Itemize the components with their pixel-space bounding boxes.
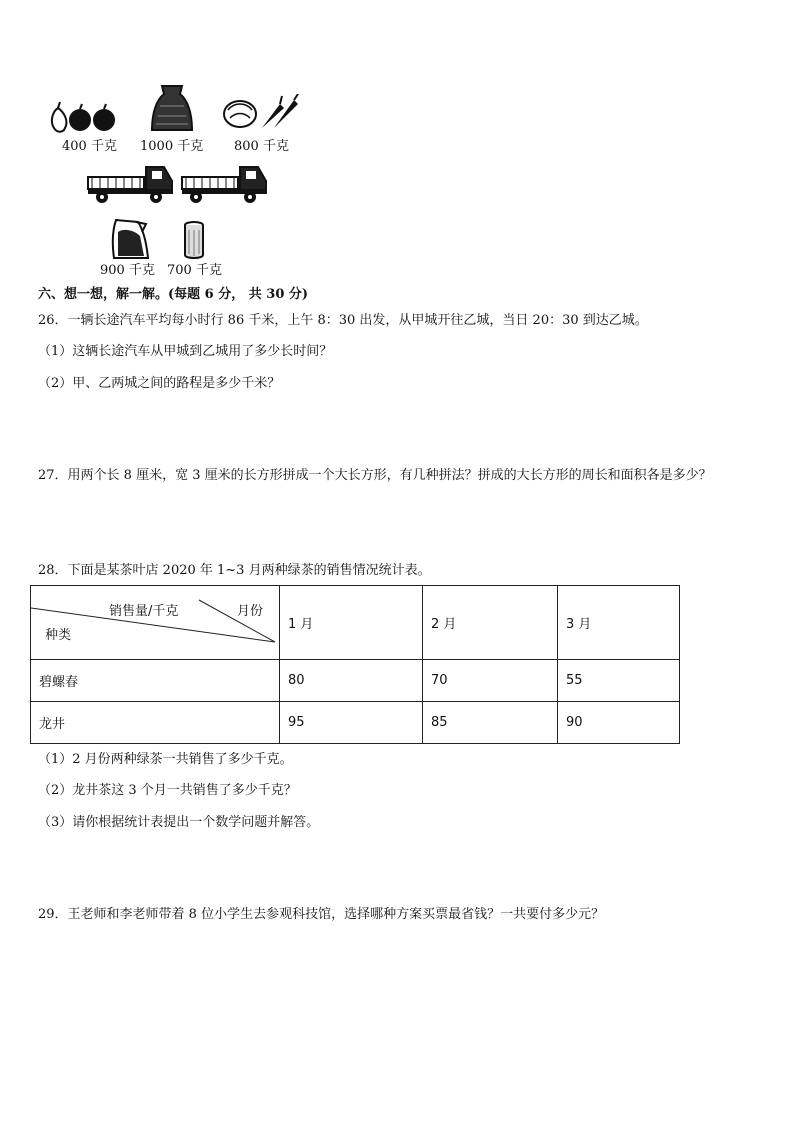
fruit-weight-label: 400 千克 (62, 139, 117, 154)
table-diagonal-header-cell (31, 586, 280, 660)
question-26-part-2: （2）甲、乙两城之间的路程是多少千米？ (38, 376, 281, 391)
question-26-stem: 26．一辆长途汽车平均每小时行 86 千米，上午 8：30 出发，从甲城开往乙城，当日 20：30 到达乙城。 (38, 313, 648, 328)
question-28-part-1: （1）2 月份两种绿茶一共销售了多少千克。 (38, 752, 293, 767)
header-month-3: 3 月 (558, 586, 680, 660)
question-27-stem: 27．用两个长 8 厘米，宽 3 厘米的长方形拼成一个大长方形，有几种拼法？拼成的大长方形的周长和面积各是多少？ (38, 468, 712, 483)
cell-longjing-2: 85 (423, 702, 558, 744)
row-name-longjing: 龙井 (31, 702, 280, 744)
table-header-row (31, 586, 680, 660)
question-28-part-2: （2）龙井茶这 3 个月一共销售了多少千克？ (38, 783, 297, 798)
question-26-part-1: （1）这辆长途汽车从甲城到乙城用了多少长时间？ (38, 344, 333, 359)
vegetables-weight-label: 800 千克 (234, 139, 289, 154)
vegetables-icon (222, 94, 302, 130)
section-heading: 六、想一想，解一解。(每题 6 分， 共 30 分) (38, 287, 309, 302)
header-sales-weight: 销售量/千克 (109, 604, 179, 619)
question-28-stem: 28．下面是某茶叶店 2020 年 1~3 月两种绿茶的销售情况统计表。 (38, 563, 431, 578)
header-month-1: 1 月 (280, 586, 423, 660)
question-29-stem: 29．王老师和李老师带着 8 位小学生去参观科技馆，选择哪种方案买票最省钱？一共要付多少元？ (38, 907, 605, 922)
truck-icon (180, 163, 268, 205)
diagonal-lines (31, 586, 279, 659)
barrel-icon (183, 220, 205, 260)
coal-sack-icon (108, 218, 152, 260)
coal-weight-label: 900 千克 (100, 263, 155, 278)
header-category: 种类 (45, 628, 72, 643)
truck-icon (86, 163, 174, 205)
grain-weight-label: 1000 千克 (140, 139, 204, 154)
grain-sack-icon (148, 84, 196, 132)
barrel-weight-label: 700 千克 (167, 263, 222, 278)
cell-biluochun-1: 80 (280, 660, 423, 702)
cell-longjing-3: 90 (558, 702, 680, 744)
header-month-2: 2 月 (423, 586, 558, 660)
table-row (31, 702, 680, 744)
cell-biluochun-3: 55 (558, 660, 680, 702)
row-name-biluochun: 碧螺春 (31, 660, 280, 702)
header-month: 月份 (237, 604, 264, 619)
table-row (31, 660, 680, 702)
cell-biluochun-2: 70 (423, 660, 558, 702)
fruit-icon (48, 100, 118, 134)
tea-sales-table (30, 585, 680, 744)
question-28-part-3: （3）请你根据统计表提出一个数学问题并解答。 (38, 815, 320, 830)
cell-longjing-1: 95 (280, 702, 423, 744)
